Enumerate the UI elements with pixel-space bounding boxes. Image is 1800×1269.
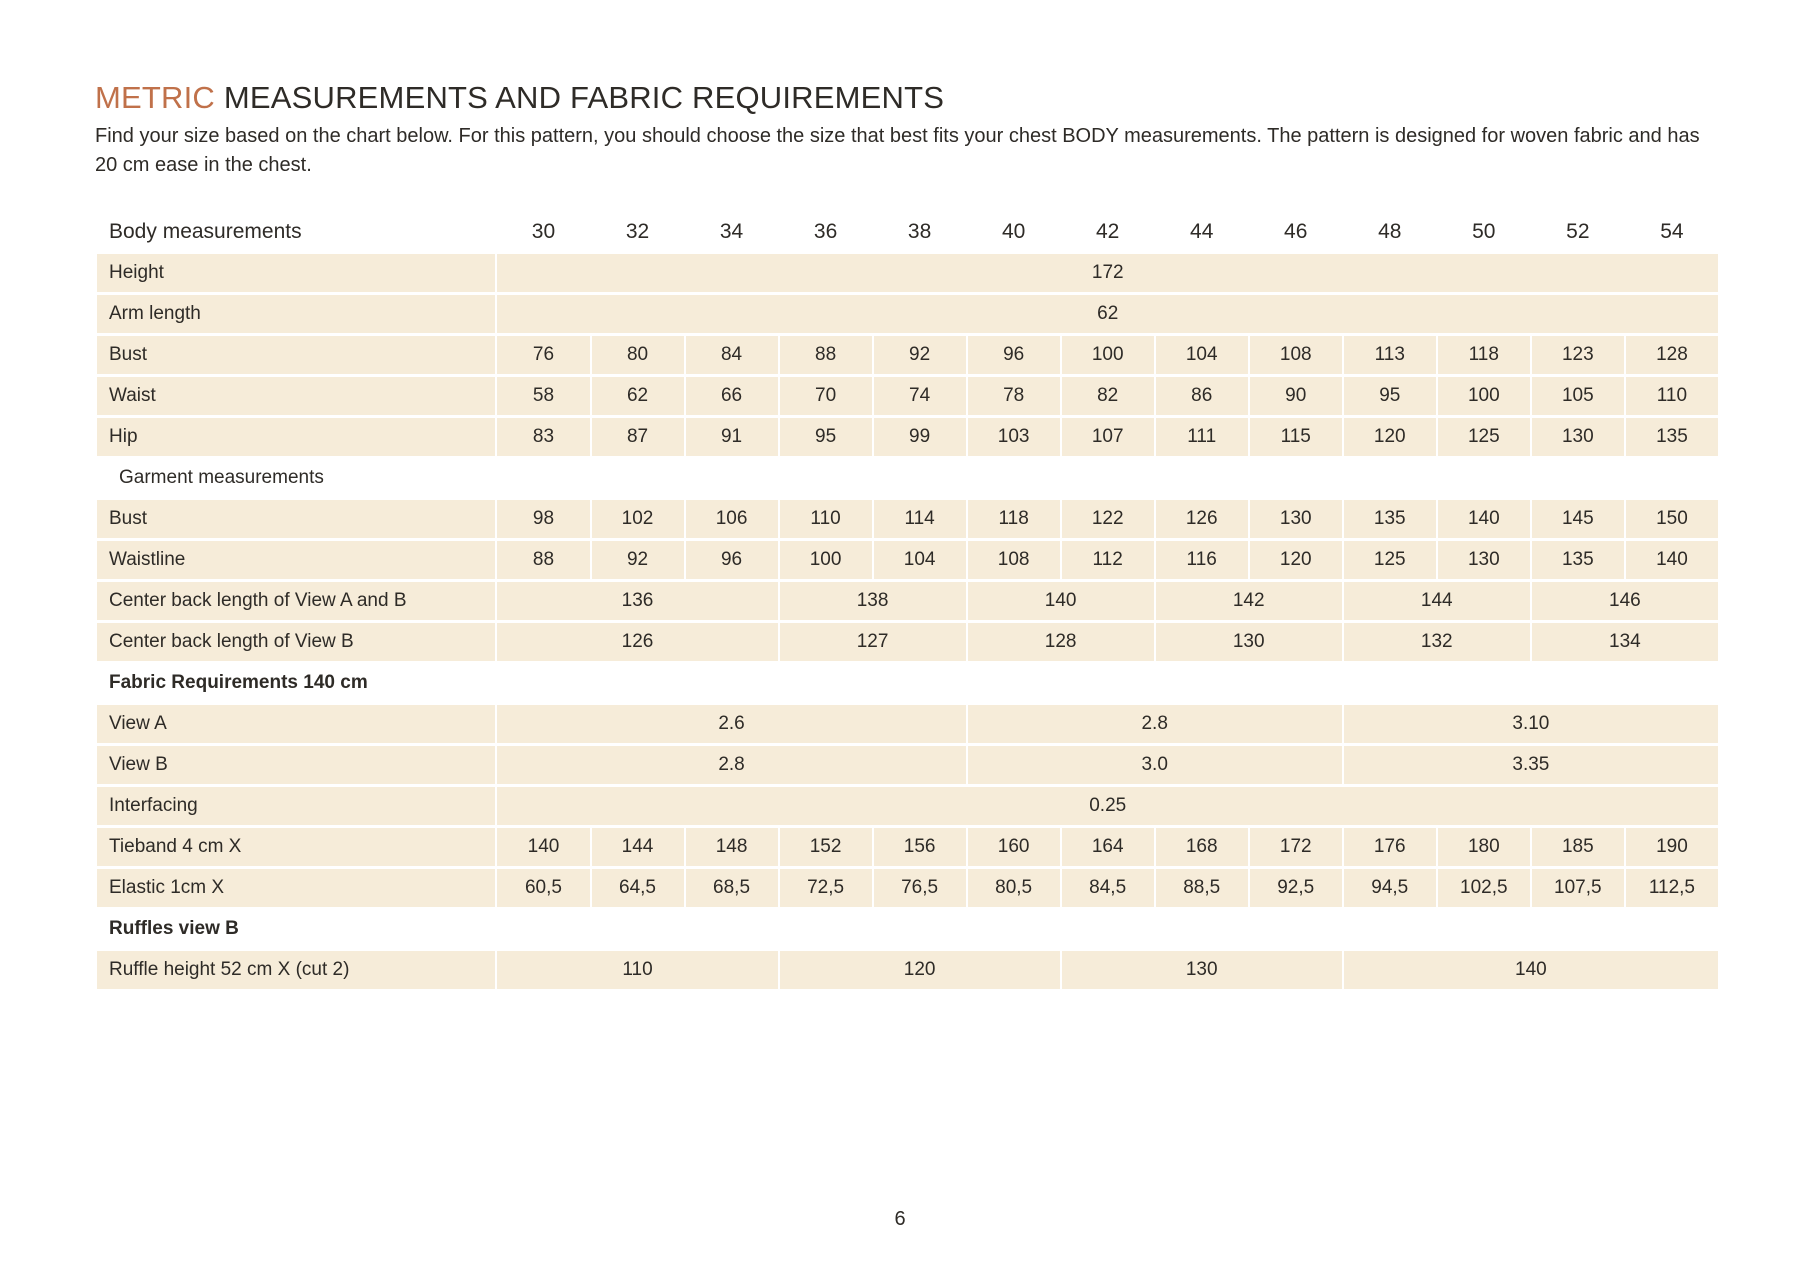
- table-row: [97, 705, 1718, 743]
- row-label-arm-length: Arm length: [97, 295, 495, 333]
- cell-waistline-34: 96: [686, 541, 778, 579]
- cell-garment-bust-50: 140: [1438, 500, 1530, 538]
- table-row: [97, 746, 1718, 784]
- cell-body-hip-38: 99: [874, 418, 966, 456]
- cell-waistline-46: 120: [1250, 541, 1342, 579]
- row-label-tieband: Tieband 4 cm X: [97, 828, 495, 866]
- cell-cb-ab-g4: 142: [1156, 582, 1342, 620]
- cell-body-waist-38: 74: [874, 377, 966, 415]
- cell-tieband-44: 168: [1156, 828, 1248, 866]
- header-size-42: 42: [1095, 220, 1120, 243]
- page-number: 6: [894, 1208, 906, 1230]
- cell-ruffle-g2: 120: [780, 951, 1060, 989]
- cell-waistline-42: 112: [1062, 541, 1154, 579]
- cell-cb-b-g5: 132: [1344, 623, 1530, 661]
- header-size-54: 54: [1660, 220, 1684, 243]
- cell-tieband-32: 144: [592, 828, 684, 866]
- cell-tieband-42: 164: [1062, 828, 1154, 866]
- header-size-52: 52: [1566, 220, 1590, 243]
- cell-waistline-30: 88: [497, 541, 589, 579]
- table-row: [97, 500, 1718, 538]
- cell-elastic-46: 92,5: [1250, 869, 1342, 907]
- cell-view-a-g1: 2.6: [497, 705, 965, 743]
- header-size-48: 48: [1378, 220, 1402, 243]
- cell-body-waist-50: 100: [1438, 377, 1530, 415]
- cell-garment-bust-46: 130: [1250, 500, 1342, 538]
- cell-body-waist-48: 95: [1344, 377, 1436, 415]
- header-size-32: 32: [625, 220, 650, 243]
- cell-garment-bust-42: 122: [1062, 500, 1154, 538]
- cell-elastic-54: 112,5: [1626, 869, 1718, 907]
- header-size-34: 34: [719, 220, 744, 243]
- cell-tieband-40: 160: [968, 828, 1060, 866]
- header-size-36: 36: [813, 220, 838, 243]
- table-row: [97, 541, 1718, 579]
- cell-body-waist-44: 86: [1156, 377, 1248, 415]
- cell-cb-ab-g6: 146: [1532, 582, 1718, 620]
- cell-body-bust-48: 113: [1344, 336, 1436, 374]
- cell-elastic-40: 80,5: [968, 869, 1060, 907]
- cell-elastic-34: 68,5: [686, 869, 778, 907]
- row-label-view-a: View A: [97, 705, 495, 743]
- cell-elastic-36: 72,5: [780, 869, 872, 907]
- cell-body-hip-30: 83: [497, 418, 589, 456]
- table-row: [97, 828, 1718, 866]
- row-label-elastic: Elastic 1cm X: [97, 869, 495, 907]
- cell-waistline-48: 125: [1344, 541, 1436, 579]
- cell-interfacing-all: 0.25: [497, 787, 1718, 825]
- cell-garment-bust-32: 102: [592, 500, 684, 538]
- row-label-height: Height: [97, 254, 495, 292]
- page-title: [95, 80, 1705, 116]
- cell-body-bust-32: 80: [592, 336, 684, 374]
- cell-garment-bust-52: 145: [1532, 500, 1624, 538]
- cell-tieband-36: 152: [780, 828, 872, 866]
- cell-cb-b-g3: 128: [968, 623, 1154, 661]
- section-title-garment-measurements: Garment measurements: [119, 467, 324, 488]
- cell-cb-b-g6: 134: [1532, 623, 1718, 661]
- cell-cb-b-g2: 127: [780, 623, 966, 661]
- cell-tieband-54: 190: [1626, 828, 1718, 866]
- cell-view-a-g3: 3.10: [1344, 705, 1718, 743]
- cell-body-bust-44: 104: [1156, 336, 1248, 374]
- table-row: [97, 869, 1718, 907]
- cell-body-bust-38: 92: [874, 336, 966, 374]
- cell-cb-ab-g1: 136: [497, 582, 777, 620]
- cell-tieband-50: 180: [1438, 828, 1530, 866]
- cell-body-bust-36: 88: [780, 336, 872, 374]
- cell-view-b-g1: 2.8: [497, 746, 965, 784]
- table-row: [97, 582, 1718, 620]
- table-row: [97, 418, 1718, 456]
- cell-body-waist-40: 78: [968, 377, 1060, 415]
- row-label-view-b: View B: [97, 746, 495, 784]
- row-label-garment-bust: Bust: [97, 500, 495, 538]
- table-row: [97, 951, 1718, 989]
- cell-body-bust-46: 108: [1250, 336, 1342, 374]
- row-label-body-hip: Hip: [97, 418, 495, 456]
- header-size-30: 30: [531, 220, 556, 243]
- cell-waistline-52: 135: [1532, 541, 1624, 579]
- cell-cb-b-g4: 130: [1156, 623, 1342, 661]
- cell-body-waist-30: 58: [497, 377, 589, 415]
- table-row: [97, 295, 1718, 333]
- section-header-row: [97, 910, 1718, 948]
- cell-garment-bust-38: 114: [874, 500, 966, 538]
- header-size-44: 44: [1190, 220, 1214, 243]
- cell-body-hip-32: 87: [592, 418, 684, 456]
- row-value-arm-length: 62: [497, 295, 1718, 333]
- cell-body-hip-48: 120: [1344, 418, 1436, 456]
- header-size-38: 38: [907, 220, 932, 243]
- cell-body-bust-54: 128: [1626, 336, 1718, 374]
- cell-body-bust-50: 118: [1438, 336, 1530, 374]
- cell-ruffle-g3: 130: [1062, 951, 1342, 989]
- cell-elastic-50: 102,5: [1438, 869, 1530, 907]
- cell-body-bust-52: 123: [1532, 336, 1624, 374]
- cell-body-bust-34: 84: [686, 336, 778, 374]
- cell-tieband-46: 172: [1250, 828, 1342, 866]
- section-header-row: [97, 459, 1718, 497]
- cell-cb-ab-g3: 140: [968, 582, 1154, 620]
- cell-elastic-42: 84,5: [1062, 869, 1154, 907]
- cell-body-waist-54: 110: [1626, 377, 1718, 415]
- row-label-body-bust: Bust: [97, 336, 495, 374]
- cell-ruffle-g1: 110: [497, 951, 777, 989]
- cell-body-hip-40: 103: [968, 418, 1060, 456]
- cell-body-bust-40: 96: [968, 336, 1060, 374]
- cell-elastic-30: 60,5: [497, 869, 589, 907]
- cell-garment-bust-36: 110: [780, 500, 872, 538]
- cell-body-hip-52: 130: [1532, 418, 1624, 456]
- table-row: [97, 254, 1718, 292]
- cell-cb-b-g1: 126: [497, 623, 777, 661]
- cell-garment-bust-40: 118: [968, 500, 1060, 538]
- table-row: [97, 623, 1718, 661]
- table-row: [97, 787, 1718, 825]
- section-title-fabric-requirements: Fabric Requirements 140 cm: [109, 672, 368, 693]
- cell-waistline-38: 104: [874, 541, 966, 579]
- cell-waistline-40: 108: [968, 541, 1060, 579]
- cell-body-waist-46: 90: [1250, 377, 1342, 415]
- cell-body-hip-44: 111: [1156, 418, 1248, 456]
- table-row: [97, 377, 1718, 415]
- measurements-table: [95, 210, 1720, 992]
- cell-view-b-g3: 3.35: [1344, 746, 1718, 784]
- row-label-garment-waistline: Waistline: [97, 541, 495, 579]
- cell-garment-bust-54: 150: [1626, 500, 1718, 538]
- cell-body-hip-50: 125: [1438, 418, 1530, 456]
- table-body: [97, 213, 1718, 989]
- header-body-measurements: Body measurements: [109, 220, 302, 243]
- header-size-50: 50: [1472, 220, 1496, 243]
- title-metric-word: METRIC: [95, 80, 216, 115]
- cell-waistline-36: 100: [780, 541, 872, 579]
- cell-waistline-32: 92: [592, 541, 684, 579]
- cell-garment-bust-48: 135: [1344, 500, 1436, 538]
- row-label-interfacing: Interfacing: [97, 787, 495, 825]
- cell-body-bust-42: 100: [1062, 336, 1154, 374]
- header-size-46: 46: [1284, 220, 1308, 243]
- cell-body-waist-52: 105: [1532, 377, 1624, 415]
- cell-elastic-32: 64,5: [592, 869, 684, 907]
- cell-body-hip-46: 115: [1250, 418, 1342, 456]
- section-title-ruffles-view-b: Ruffles view B: [109, 918, 239, 939]
- cell-garment-bust-30: 98: [497, 500, 589, 538]
- row-label-body-waist: Waist: [97, 377, 495, 415]
- table-header-row: [97, 213, 1718, 251]
- table-row: [97, 336, 1718, 374]
- cell-view-a-g2: 2.8: [968, 705, 1342, 743]
- cell-body-hip-36: 95: [780, 418, 872, 456]
- cell-body-waist-32: 62: [592, 377, 684, 415]
- cell-waistline-54: 140: [1626, 541, 1718, 579]
- cell-tieband-52: 185: [1532, 828, 1624, 866]
- row-label-center-back-ab: Center back length of View A and B: [97, 582, 495, 620]
- row-label-center-back-b: Center back length of View B: [97, 623, 495, 661]
- cell-elastic-52: 107,5: [1532, 869, 1624, 907]
- cell-waistline-44: 116: [1156, 541, 1248, 579]
- header-size-40: 40: [1001, 220, 1026, 243]
- row-value-height: 172: [497, 254, 1718, 292]
- cell-tieband-38: 156: [874, 828, 966, 866]
- cell-body-hip-54: 135: [1626, 418, 1718, 456]
- cell-waistline-50: 130: [1438, 541, 1530, 579]
- cell-cb-ab-g5: 144: [1344, 582, 1530, 620]
- cell-body-waist-36: 70: [780, 377, 872, 415]
- cell-view-b-g2: 3.0: [968, 746, 1342, 784]
- title-rest: MEASUREMENTS AND FABRIC REQUIREMENTS: [215, 80, 945, 115]
- section-header-row: [97, 664, 1718, 702]
- cell-elastic-48: 94,5: [1344, 869, 1436, 907]
- cell-body-waist-42: 82: [1062, 377, 1154, 415]
- cell-body-bust-30: 76: [497, 336, 589, 374]
- cell-elastic-44: 88,5: [1156, 869, 1248, 907]
- cell-elastic-38: 76,5: [874, 869, 966, 907]
- row-label-ruffle-height: Ruffle height 52 cm X (cut 2): [97, 951, 495, 989]
- cell-garment-bust-34: 106: [686, 500, 778, 538]
- intro-paragraph: Find your size based on the chart below. For this pattern, you should choose the size that best fits your chest BODY measurements. The pattern is designed for woven fabric and has 20 cm ease in the chest.: [95, 125, 1700, 176]
- cell-cb-ab-g2: 138: [780, 582, 966, 620]
- cell-body-hip-42: 107: [1062, 418, 1154, 456]
- cell-body-waist-34: 66: [686, 377, 778, 415]
- cell-body-hip-34: 91: [686, 418, 778, 456]
- cell-tieband-48: 176: [1344, 828, 1436, 866]
- cell-tieband-34: 148: [686, 828, 778, 866]
- cell-tieband-30: 140: [497, 828, 589, 866]
- cell-garment-bust-44: 126: [1156, 500, 1248, 538]
- cell-ruffle-g4: 140: [1344, 951, 1718, 989]
